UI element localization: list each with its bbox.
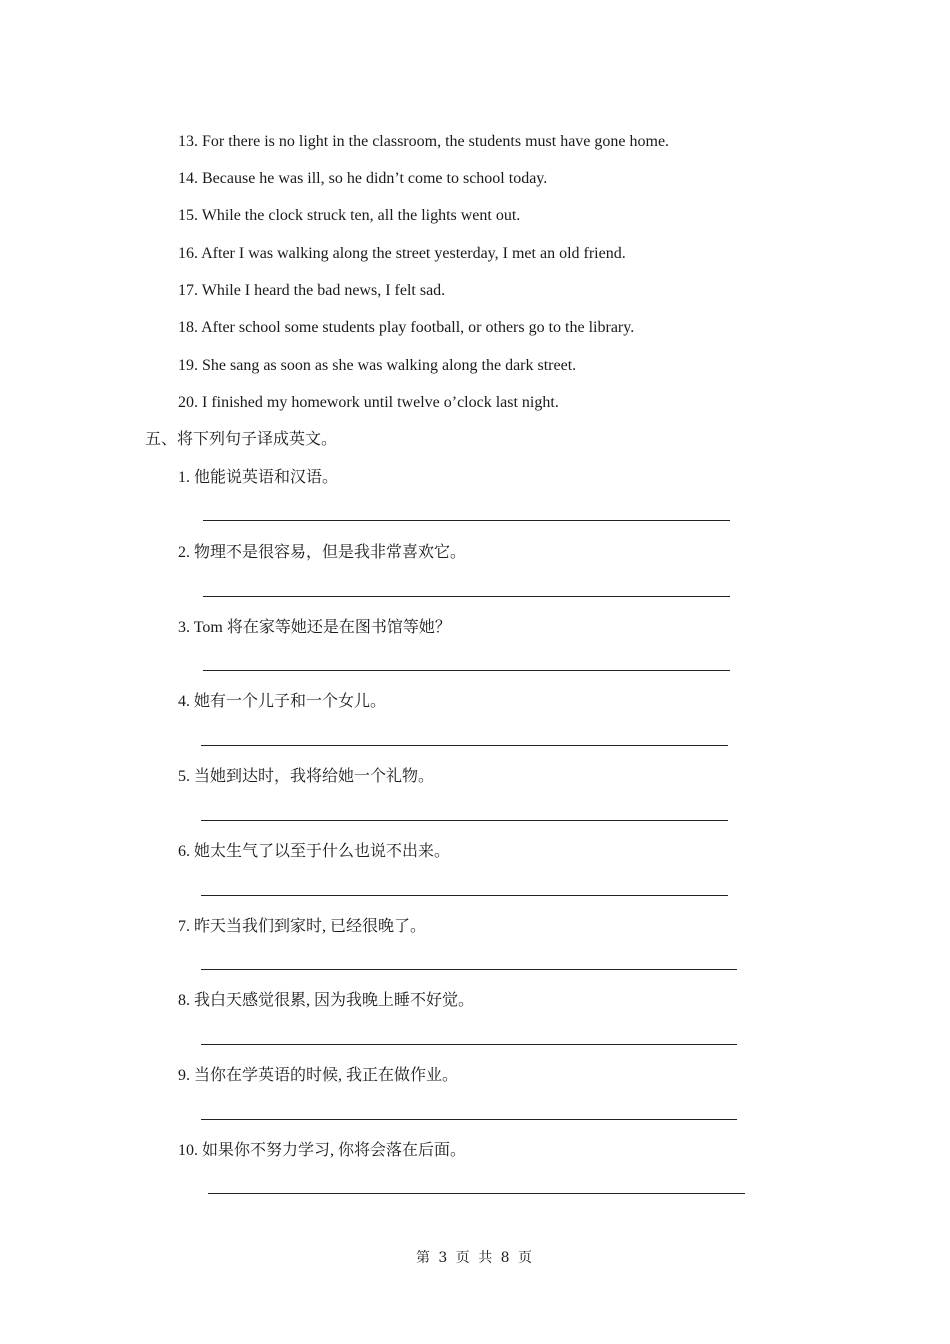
answer-line-3[interactable] — [203, 670, 730, 671]
answer-line-8[interactable] — [201, 1044, 737, 1045]
answer-line-6[interactable] — [201, 895, 728, 896]
correction-item-16: 16. After I was walking along the street yesterday, I met an old friend. — [178, 245, 626, 262]
correction-item-13: 13. For there is no light in the classroom, the students must have gone home. — [178, 133, 670, 150]
correction-item-15: 15. While the clock struck ten, all the lights went out. — [178, 207, 521, 224]
translation-question-8: 8. 我白天感觉很累, 因为我晚上睡不好觉。 — [178, 992, 475, 1009]
correction-item-18: 18. After school some students play football, or others go to the library. — [178, 319, 635, 336]
answer-line-5[interactable] — [201, 820, 728, 821]
translation-question-3: 3. Tom 将在家等她还是在图书馆等她？ — [178, 619, 451, 636]
translation-question-10: 10. 如果你不努力学习, 你将会落在后面。 — [178, 1142, 467, 1159]
section-heading: 五、将下列句子译成英文。 — [145, 431, 338, 448]
answer-line-10[interactable] — [208, 1193, 745, 1194]
correction-item-20: 20. I finished my homework until twelve o’clock last night. — [178, 394, 559, 411]
translation-question-9: 9. 当你在学英语的时候, 我正在做作业。 — [178, 1067, 459, 1084]
answer-line-1[interactable] — [203, 520, 730, 521]
answer-line-7[interactable] — [201, 969, 737, 970]
answer-line-9[interactable] — [201, 1119, 737, 1120]
correction-item-14: 14. Because he was ill, so he didn’t come to school today. — [178, 170, 548, 187]
translation-question-2: 2. 物理不是很容易，但是我非常喜欢它。 — [178, 544, 467, 561]
translation-question-1: 1. 他能说英语和汉语。 — [178, 469, 339, 486]
translation-question-7: 7. 昨天当我们到家时, 已经很晚了。 — [178, 918, 427, 935]
answer-line-4[interactable] — [201, 745, 728, 746]
translation-question-6: 6. 她太生气了以至于什么也说不出来。 — [178, 843, 451, 860]
answer-line-2[interactable] — [203, 596, 730, 597]
translation-question-4: 4. 她有一个儿子和一个女儿。 — [178, 693, 387, 710]
correction-item-17: 17. While I heard the bad news, I felt sad. — [178, 282, 446, 299]
page-footer: 第 3 页 共 8 页 — [415, 1250, 535, 1266]
correction-item-19: 19. She sang as soon as she was walking along the dark street. — [178, 357, 577, 374]
translation-question-5: 5. 当她到达时，我将给她一个礼物。 — [178, 768, 435, 785]
